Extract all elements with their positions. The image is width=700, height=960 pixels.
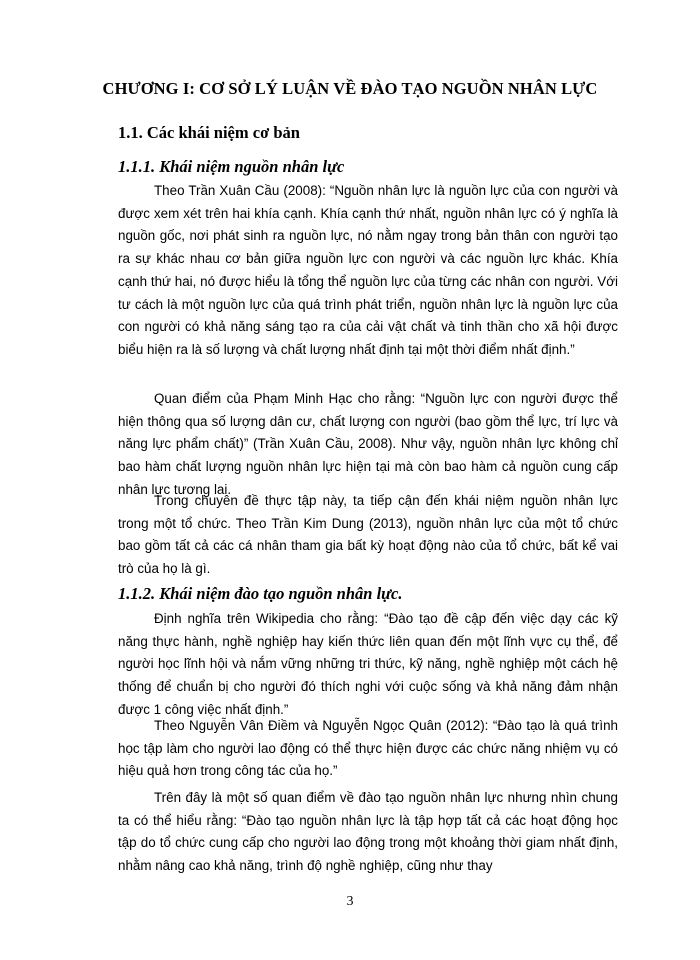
subsection-heading-1-1-1: 1.1.1. Khái niệm nguồn nhân lực: [118, 157, 345, 176]
paragraph-pham-minh-hac: Quan điểm của Phạm Minh Hạc cho rằng: “Nguồn lực con người được thể hiện thông qua số lượng dân cư, chất lượng con người (bao gồm thể lực, trí lực và năng lực phẩm chất)” (Trần Xuân Cầu, 2008). Như vậy, nguồn nhân lực không chỉ bao hàm chất lượng nguồn nhân lực hiện tại mà còn bao hàm cả nguồn cung cấp nhân lực tương lai.: [118, 391, 618, 497]
paragraph-tran-kim-dung: Trong chuyên đề thực tập này, ta tiếp cận đến khái niệm nguồn nhân lực trong một tổ chức. Theo Trần Kim Dung (2013), nguồn nhân lực của một tổ chức bao gồm tất cả các cá nhân tham gia bất kỳ hoạt động nào của tổ chức, bất kể vai trò của họ là gì.: [118, 493, 618, 577]
paragraph-wikipedia-definition: Định nghĩa trên Wikipedia cho rằng: “Đào tạo đề cập đến việc dạy các kỹ năng thực hành, nghề nghiệp hay kiến thức liên quan đến một lĩnh vực cụ thể, để người học lĩnh hội và nắm vững những tri thức, kỹ năng, nghề nghiệp một cách hệ thống để chuẩn bị cho người đó thích nghi với cuộc sống và khả năng đảm nhận được 1 công việc nhất định.”: [118, 611, 618, 717]
paragraph-nguyen-van-diem: Theo Nguyễn Vân Điềm và Nguyễn Ngọc Quân (2012): “Đào tạo là quá trình học tập làm cho người lao động có thể thực hiện được các chức năng nhiệm vụ có hiệu quả hơn trong công tác của họ.”: [118, 718, 618, 779]
section-heading-1-1: 1.1. Các khái niệm cơ bản: [118, 123, 300, 142]
paragraph-tran-xuan-cau: Theo Trần Xuân Cầu (2008): “Nguồn nhân lực là nguồn lực của con người và được xem xét trên hai khía cạnh. Khía cạnh thứ nhất, nguồn nhân lực có ý nghĩa là nguồn gốc, nơi phát sinh ra nguồn lực, nó nằm ngay trong bản thân con người tạo ra sự khác nhau cơ bản giữa nguồn lực con người và các nguồn lực khác. Khía cạnh thứ hai, nó được hiểu là tổng thể nguồn lực của từng các nhân con người. Với tư cách là một nguồn lực của quá trình phát triển, nguồn nhân lực là nguồn lực của con người có khả năng sáng tạo ra của cải vật chất và tinh thần cho xã hội được biểu hiện ra là số lượng và chất lượng nhất định tại một thời điểm nhất định.”: [118, 183, 618, 357]
subsection-heading-1-1-2: 1.1.2. Khái niệm đào tạo nguồn nhân lực.: [118, 584, 403, 603]
chapter-title: CHƯƠNG I: CƠ SỞ LÝ LUẬN VỀ ĐÀO TẠO NGUỒN NHÂN LỰC: [102, 79, 598, 98]
paragraph-summary-definition: Trên đây là một số quan điểm về đào tạo nguồn nhân lực nhưng nhìn chung ta có thể hiểu rằng: “Đào tạo nguồn nhân lực là tập hợp tất cả các hoạt động học tập do tổ chức cung cấp cho người lao động trong một khoảng thời giam nhất định, nhằm nâng cao khả năng, trình độ nghề nghiệp, cũng như thay: [118, 790, 618, 874]
page-number: 3: [346, 894, 354, 909]
